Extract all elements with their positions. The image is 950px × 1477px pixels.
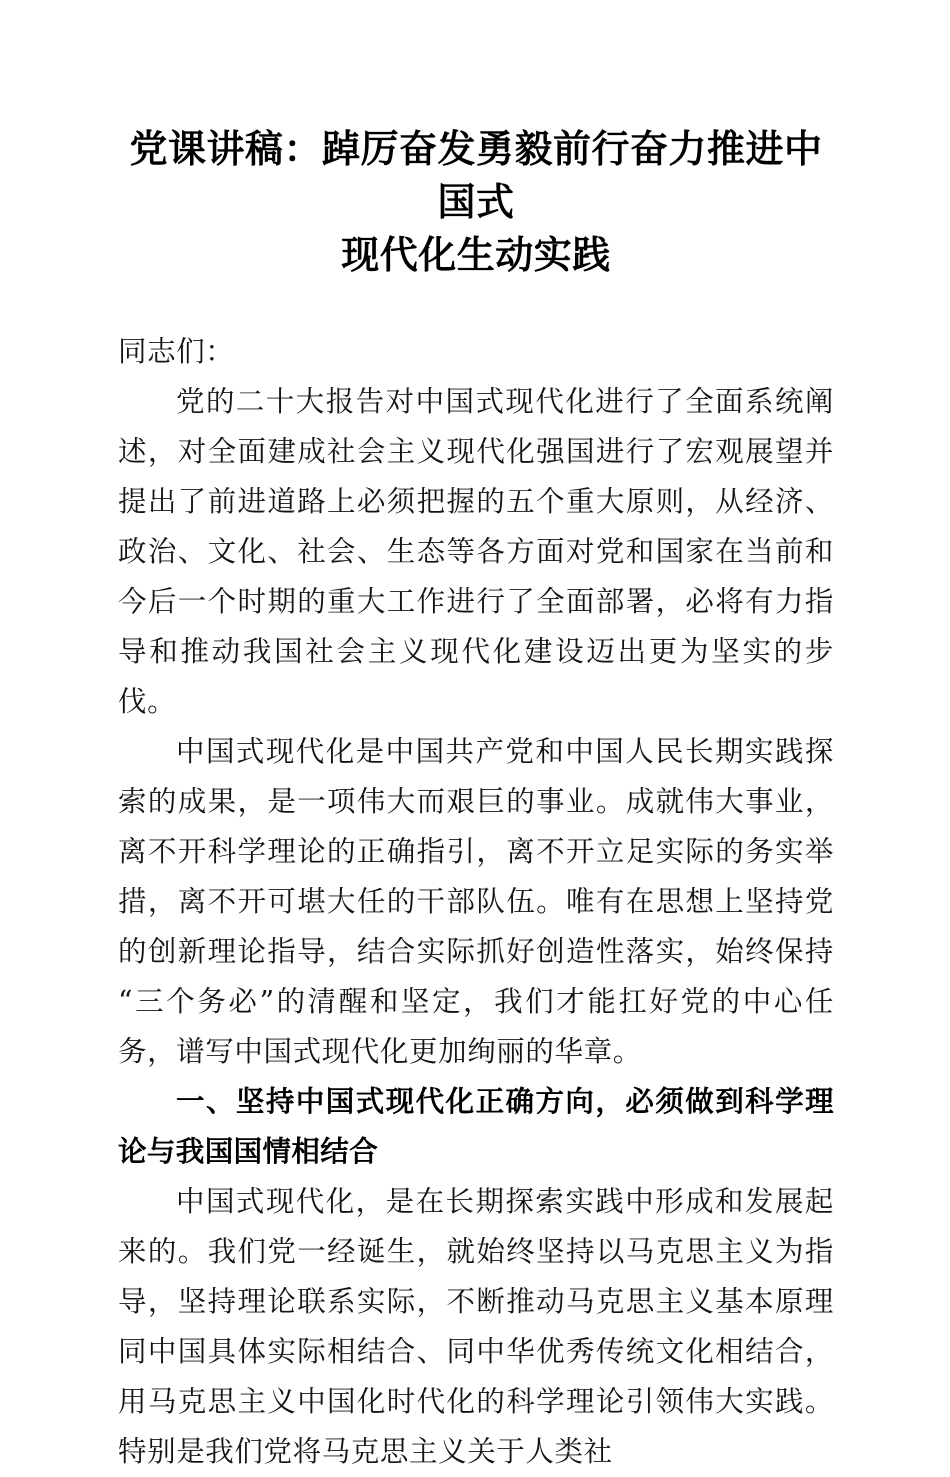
- salutation-line: 同志们：: [118, 335, 235, 368]
- document-content-column: [118, 0, 834, 1477]
- title-body-spacer: [118, 283, 834, 327]
- page-title-line-2: 现代化生动实践: [341, 235, 611, 277]
- section-1-paragraph-1: 中国式现代化，是在长期探索实践中形成和发展起来的。我们党一经诞生，就始终坚持以马克思主义为指导，坚持理论联系实际，不断推动马克思主义基本原理同中国具体实际相结合、同中华优秀传统文化相结合，用马克思主义中国化时代化的科学理论引领伟大实践。特别是我们党将马克思主义关于人类社: [118, 1185, 834, 1468]
- section-heading-1: 一、坚持中国式现代化正确方向，必须做到科学理论与我国国情相结合: [118, 1086, 834, 1168]
- body-paragraph-1: 党的二十大报告对中国式现代化进行了全面系统阐述，对全面建成社会主义现代化强国进行了宏观展望并提出了前进道路上必须把握的五个重大原则，从经济、政治、文化、社会、生态等各方面对党和国家在当前和今后一个时期的重大工作进行了全面部署，必将有力指导和推动我国社会主义现代化建设迈出更为坚实的步伐。: [118, 385, 834, 718]
- body-paragraph-2: 中国式现代化是中国共产党和中国人民长期实践探索的成果，是一项伟大而艰巨的事业。成就伟大事业，离不开科学理论的正确指引，离不开立足实际的务实举措，离不开可堪大任的干部队伍。唯有在思想上坚持党的创新理论指导，结合实际抓好创造性落实，始终保持“三个务必”的清醒和坚定，我们才能扛好党的中心任务，谱写中国式现代化更加绚丽的华章。: [118, 735, 834, 1068]
- page-title: [118, 0, 834, 283]
- page-title-line-1: 党课讲稿：踔厉奋发勇毅前行奋力推进中国式: [129, 129, 823, 224]
